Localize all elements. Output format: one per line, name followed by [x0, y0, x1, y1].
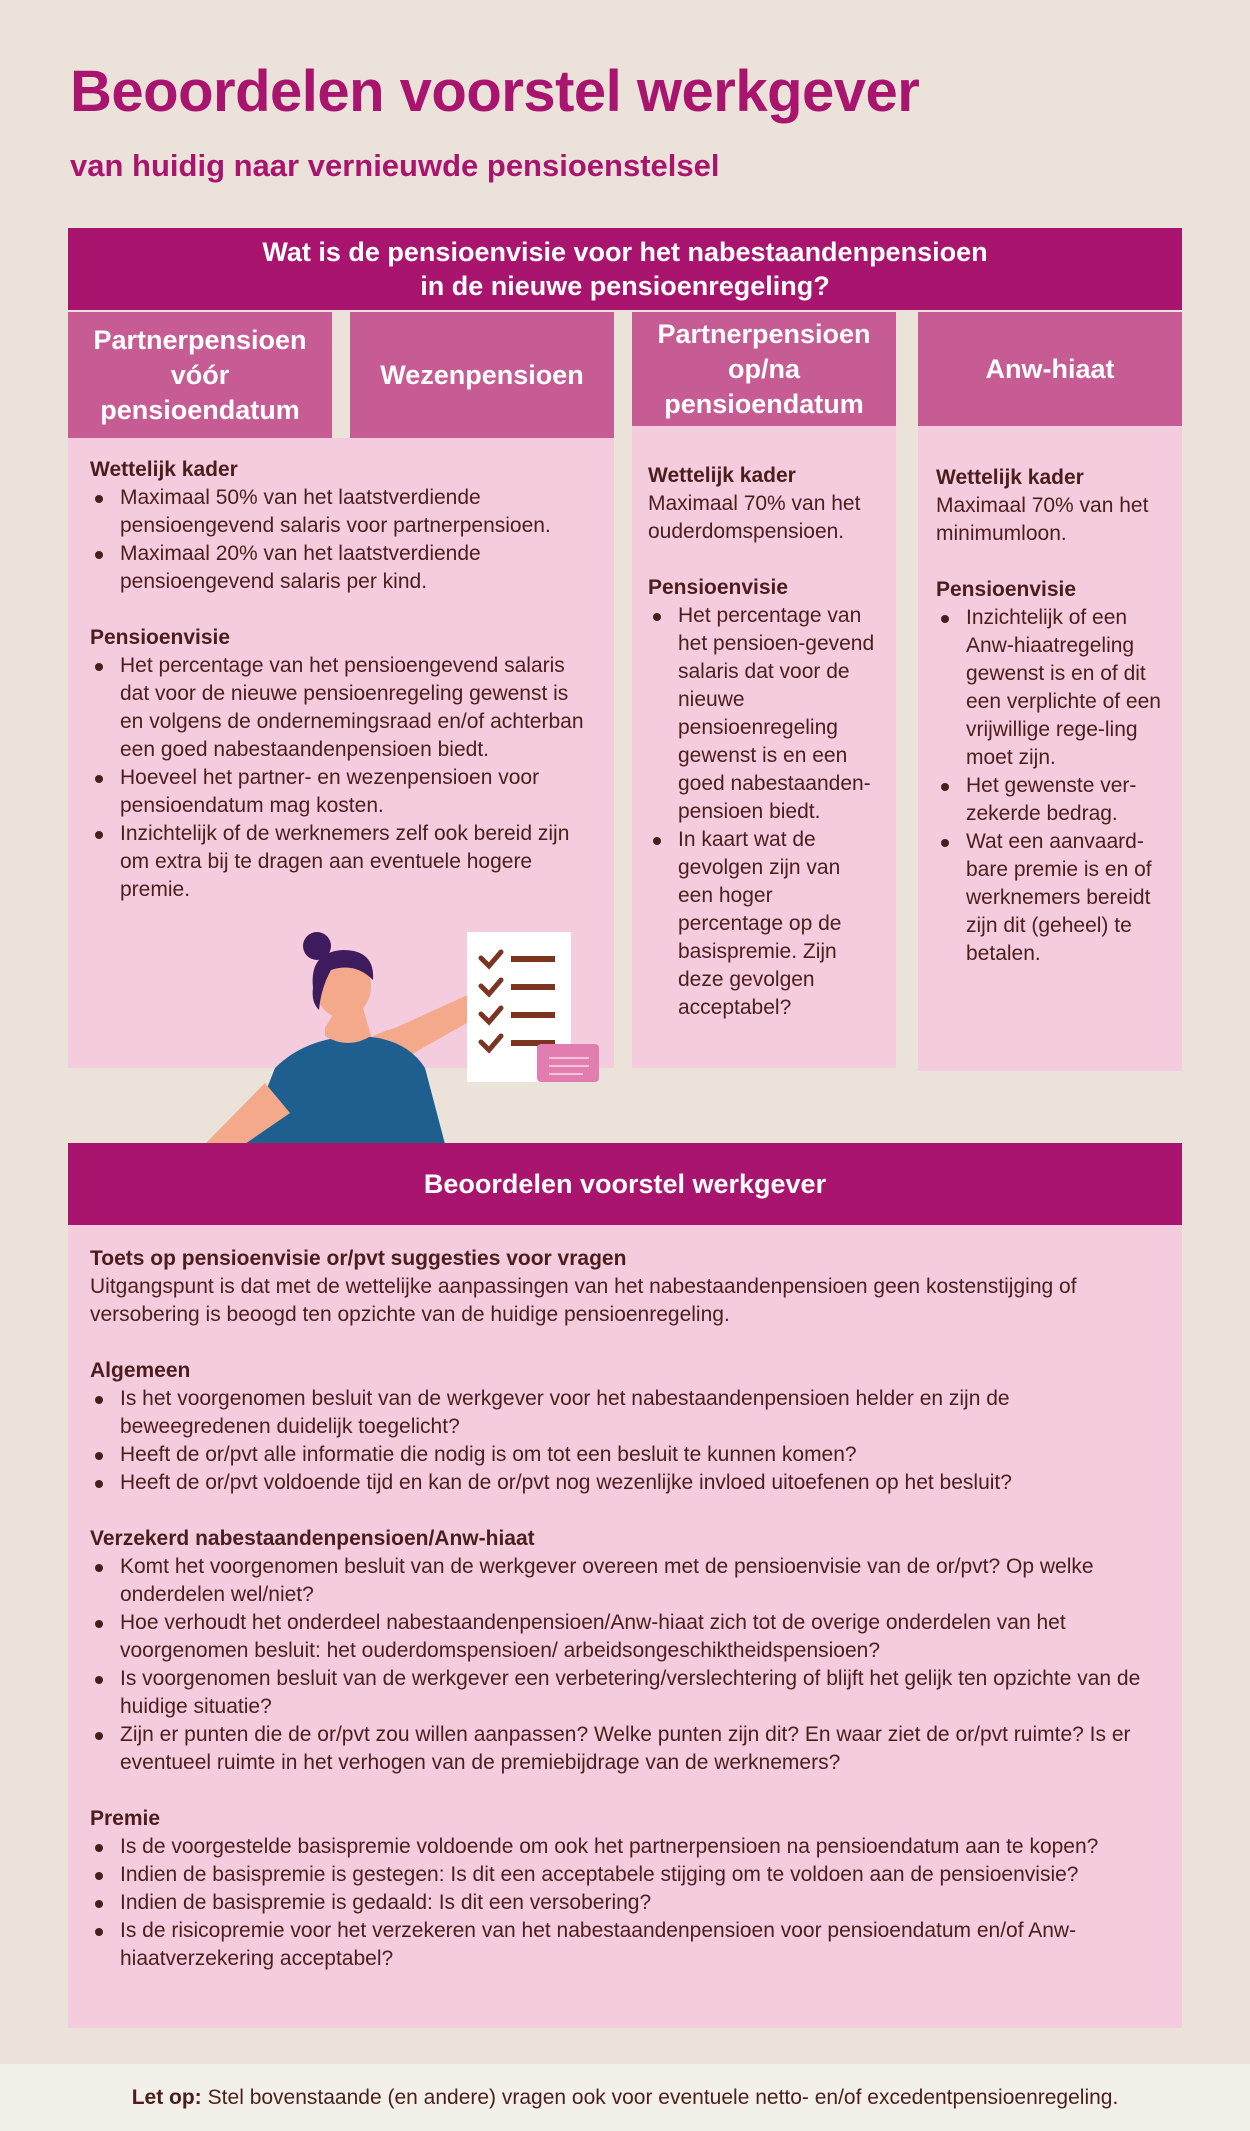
kader-heading: Wettelijk kader [90, 458, 238, 481]
header-line: vóór [170, 359, 230, 390]
list-item: Is voorgenomen besluit van de werkgever een verbetering/verslechtering of blijft het gelijk ten opzichte van de huidige situatie? [90, 1665, 1160, 1721]
header-wezenpensioen [350, 312, 614, 438]
list-item: Het percentage van het pensioengevend salaris dat voor de nieuwe pensioenregeling gewenst is en volgens de ondernemingsraad en/of achterban een goed nabestaandenpensioen biedt. [90, 652, 592, 764]
visie-heading: Pensioenvisie [90, 626, 231, 649]
header-partnerpensioen-voor [68, 312, 332, 438]
list-item: Heeft de or/pvt alle informatie die nodig is om tot een besluit te kunnen komen? [90, 1441, 1160, 1469]
header-anw-hiaat [918, 312, 1182, 426]
kader-text: Maximaal 70% van het ouderdomspensioen. [648, 492, 861, 543]
list-item: Hoeveel het partner- en wezenpensioen voor pensioendatum mag kosten. [90, 764, 592, 820]
visie-list [90, 652, 592, 904]
premie-list [90, 1833, 1160, 1973]
toets-heading: Toets op pensioenvisie or/pvt suggesties voor vragen [90, 1247, 627, 1270]
kader-heading: Wettelijk kader [648, 464, 796, 487]
page-title: Beoordelen voorstel werkgever [70, 59, 920, 124]
header-line: Partnerpensioen [657, 318, 871, 349]
question-line-2: in de nieuwe pensioenregeling? [420, 271, 830, 301]
list-item: Is het voorgenomen besluit van de werkgever voor het nabestaandenpensioen helder en zijn de beweegredenen duidelijk toegelicht? [90, 1385, 1160, 1441]
list-item: Indien de basispremie is gestegen: Is dit een acceptabele stijging om te voldoen aan de pensioenvisie? [90, 1861, 1160, 1889]
list-item: Indien de basispremie is gedaald: Is dit een versobering? [90, 1889, 1160, 1917]
panel-partnerpensioen-op-na [632, 426, 896, 1068]
list-item: Hoe verhoudt het onderdeel nabestaandenpensioen/Anw-hiaat zich tot de overige onderdelen van het voorgenomen besluit: het ouderdomspensioen/ arbeidsongeschiktheidspensioen? [90, 1609, 1160, 1665]
panel-anw-hiaat [918, 426, 1182, 1071]
card-shape [537, 1044, 599, 1082]
list-item: Wat een aanvaard-bare premie is en of werknemers bereidt zijn dit (geheel) te betalen. [936, 828, 1166, 968]
kader-heading: Wettelijk kader [936, 466, 1084, 489]
header-partnerpensioen-op-na [632, 312, 896, 426]
list-item: Het percentage van het pensioen-gevend salaris dat voor de nieuwe pensioenregeling gewenst is en een goed nabestaanden-pensioen biedt. [648, 602, 880, 826]
question-line-1: Wat is de pensioenvisie voor het nabestaandenpensioen [262, 237, 988, 267]
list-item: Inzichtelijk of de werknemers zelf ook bereid zijn om extra bij te dragen aan eventuele hogere premie. [90, 820, 592, 904]
visie-heading: Pensioenvisie [648, 576, 789, 599]
list-item: Is de voorgestelde basispremie voldoende om ook het partnerpensioen na pensioendatum aan te kopen? [90, 1833, 1160, 1861]
woman-with-checklist-illustration [205, 918, 625, 1144]
visie-list [648, 602, 880, 1022]
note-bar [0, 2064, 1250, 2131]
kader-text: Maximaal 70% van het minimumloon. [936, 494, 1149, 545]
page-subtitle: van huidig naar vernieuwde pensioenstelsel [70, 148, 720, 183]
list-item: Komt het voorgenomen besluit van de werkgever overeen met de pensioenvisie van de or/pvt? Op welke onderdelen wel/niet? [90, 1553, 1160, 1609]
visie-list [936, 604, 1166, 968]
list-item: In kaart wat de gevolgen zijn van een hoger percentage op de basispremie. Zijn deze gevolgen acceptabel? [648, 826, 880, 1022]
list-item: Zijn er punten die de or/pvt zou willen aanpassen? Welke punten zijn dit? En waar ziet de or/pvt ruimte? Is er eventueel ruimte in het verhogen van de premiebijdrage van de werknemers? [90, 1721, 1160, 1777]
beoordelen-banner: Beoordelen voorstel werkgever [68, 1143, 1182, 1225]
premie-heading: Premie [90, 1807, 161, 1830]
list-item: Maximaal 20% van het laatstverdiende pensioengevend salaris per kind. [90, 540, 592, 596]
visie-heading: Pensioenvisie [936, 578, 1077, 601]
verzekerd-list [90, 1553, 1160, 1777]
header-line: op/na [728, 353, 800, 384]
header-line: pensioendatum [664, 388, 864, 419]
note-text: Stel bovenstaande (en andere) vragen ook voor eventuele netto- en/of excedentpensioenregeling. [207, 2085, 1119, 2109]
list-item: Inzichtelijk of een Anw-hiaatregeling gewenst is en of dit een verplichte of een vrijwillige rege-ling moet zijn. [936, 604, 1166, 772]
verzekerd-heading: Verzekerd nabestaandenpensioen/Anw-hiaat [90, 1527, 535, 1550]
algemeen-list [90, 1385, 1160, 1497]
toets-text: Uitgangspunt is dat met de wettelijke aanpassingen van het nabestaandenpensioen geen kostenstijging of versobering is beoogd ten opzichte van de huidige pensioenregeling. [90, 1275, 1077, 1326]
list-item: Het gewenste ver-zekerde bedrag. [936, 772, 1166, 828]
hair-bun-shape [303, 932, 331, 960]
header-line: pensioendatum [100, 394, 300, 425]
note-label: Let op: [131, 2085, 202, 2109]
header-line: Anw-hiaat [985, 353, 1115, 384]
header-line: Wezenpensioen [380, 359, 584, 390]
algemeen-heading: Algemeen [90, 1359, 191, 1382]
kader-list [90, 484, 592, 596]
list-item: Maximaal 50% van het laatstverdiende pensioengevend salaris voor partnerpensioen. [90, 484, 592, 540]
question-banner [68, 228, 1182, 310]
beoordelen-panel [68, 1225, 1182, 2028]
header-line: Partnerpensioen [93, 324, 307, 355]
list-item: Is de risicopremie voor het verzekeren van het nabestaandenpensioen voor pensioendatum en/of Anw-hiaatverzekering acceptabel? [90, 1917, 1160, 1973]
list-item: Heeft de or/pvt voldoende tijd en kan de or/pvt nog wezenlijke invloed uitoefenen op het besluit? [90, 1469, 1160, 1497]
